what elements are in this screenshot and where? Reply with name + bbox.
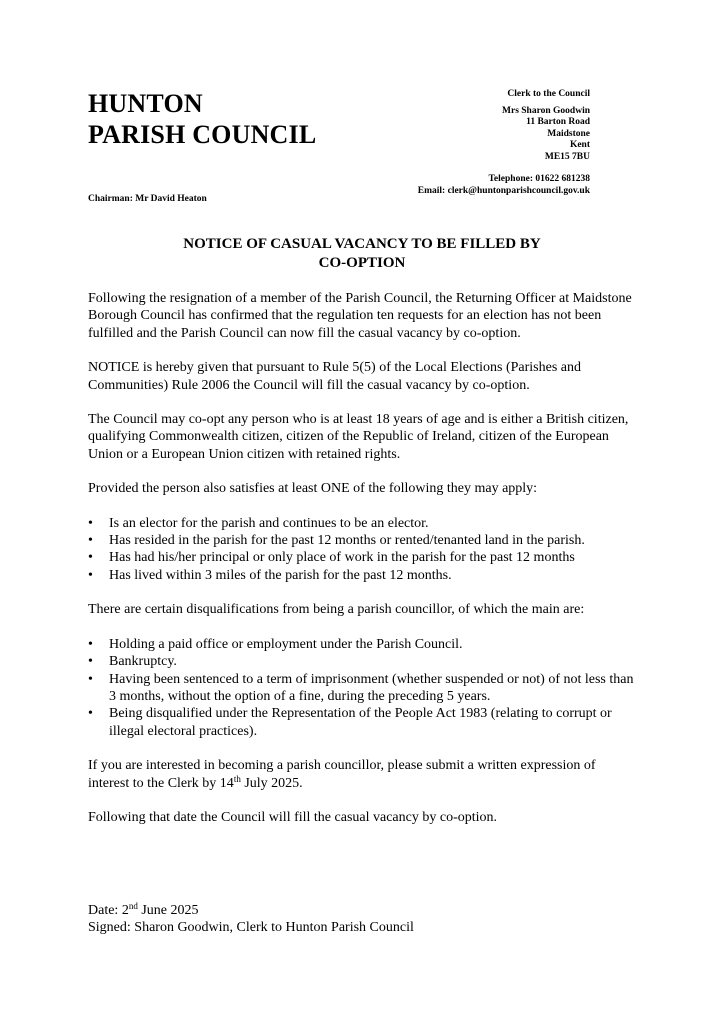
list-item: • Has resided in the parish for the past 12 months or rented/tenanted land in the parish. [88, 533, 585, 549]
email: Email: clerk@huntonparishcouncil.gov.uk [417, 185, 590, 196]
footer [88, 902, 414, 937]
notice-body [88, 290, 638, 843]
bullet-icon: • [88, 515, 93, 531]
paragraph-resignation: Following the resignation of a member of the Parish Council, the Returning Officer at Maidstone Borough Council has confirmed that the regulation ten requests for an election has not been fulfilled and the Parish Council can now fill the casual vacancy by co-option. [88, 291, 632, 341]
list-item: • Being disqualified under the Representation of the People Act 1983 (relating to corrupt or illegal electoral practices). [88, 706, 612, 739]
clerk-contact-block [418, 89, 590, 197]
paragraph-conditions-intro: Provided the person also satisfies at least ONE of the following they may apply: [88, 481, 538, 497]
bullet-icon: • [88, 636, 93, 652]
bullet-icon: • [88, 706, 93, 722]
list-item: • Has had his/her principal or only place of work in the parish for the past 12 months [88, 550, 575, 566]
list-item: • Holding a paid office or employment under the Parish Council. [88, 636, 463, 652]
list-item: • Bankruptcy. [88, 654, 177, 670]
date-line: Date: 2nd June 2025 [88, 901, 199, 918]
bullet-icon: • [88, 567, 93, 583]
signed-line: Signed: Sharon Goodwin, Clerk to Hunton Parish Council [88, 920, 414, 936]
clerk-name: Mrs Sharon Goodwin [502, 105, 590, 116]
list-item: • Is an elector for the parish and continues to be an elector. [88, 515, 429, 531]
bullet-icon: • [88, 654, 93, 670]
eligibility-list [88, 515, 638, 585]
address-postcode: ME15 7BU [544, 151, 590, 162]
notice-title-line2: CO-OPTION [318, 255, 406, 271]
council-name [88, 88, 316, 150]
council-name-line2: PARISH COUNCIL [88, 120, 317, 149]
address-line-2: Maidstone [547, 128, 590, 139]
clerk-title: Clerk to the Council [507, 89, 590, 99]
paragraph-disqualifications-intro: There are certain disqualifications from being a parish councillor, of which the main are: [88, 602, 585, 618]
chairman-line: Chairman: Mr David Heaton [88, 194, 207, 204]
telephone: Telephone: 01622 681238 [488, 174, 590, 184]
paragraph-notice: NOTICE is hereby given that pursuant to Rule 5(5) of the Local Elections (Parishes and Communities) Rule 2006 the Council will fill the casual vacancy by co-option. [88, 360, 581, 393]
list-item: • Has lived within 3 miles of the parish for the past 12 months. [88, 567, 452, 583]
list-item: • Having been sentenced to a term of imprisonment (whether suspended or not) of not less than 3 months, without the option of a fine, during the preceding 5 years. [88, 671, 634, 704]
notice-title-line1: NOTICE OF CASUAL VACANCY TO BE FILLED BY [183, 236, 541, 252]
bullet-icon: • [88, 533, 93, 549]
bullet-icon: • [88, 671, 93, 687]
paragraph-expression-of-interest: If you are interested in becoming a parish councillor, please submit a written expression of interest to the Clerk by 14th July 2025. [88, 758, 596, 791]
council-name-line1: HUNTON [88, 89, 203, 118]
address-line-1: 11 Barton Road [526, 117, 590, 127]
disqualifications-list [88, 636, 638, 740]
paragraph-co-opt-eligibility: The Council may co-opt any person who is at least 18 years of age and is either a British citizen, qualifying Commonwealth citizen, citizen of the Republic of Ireland, citizen of the European Union or a European Union citizen with retained rights. [88, 412, 629, 462]
address-line-3: Kent [569, 140, 590, 150]
bullet-icon: • [88, 550, 93, 566]
notice-title [88, 235, 636, 273]
paragraph-closing: Following that date the Council will fill the casual vacancy by co-option. [88, 809, 498, 825]
